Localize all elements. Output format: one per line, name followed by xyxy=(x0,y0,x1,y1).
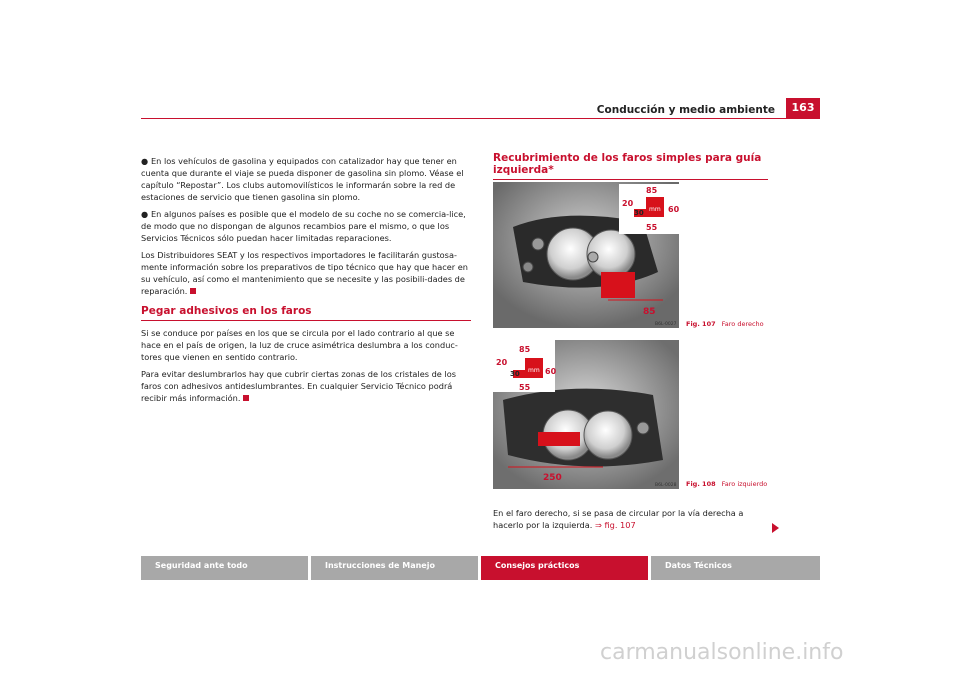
dim-offset: 250 xyxy=(543,473,562,483)
bullet-icon: ● xyxy=(141,209,149,219)
end-mark-icon xyxy=(243,395,249,401)
figure-link[interactable]: ⇒ fig. 107 xyxy=(595,520,636,530)
dim-unit: mm xyxy=(528,367,540,374)
dim-left: 20 xyxy=(496,358,508,367)
dim-top: 85 xyxy=(519,345,531,354)
dim-inner: 30 xyxy=(510,370,520,378)
left-column xyxy=(141,155,471,409)
footer-tab-datos[interactable]: Datos Técnicos xyxy=(651,556,820,580)
dim-right: 60 xyxy=(545,367,557,376)
figure-caption: Fig. 108 Faro izquierdo xyxy=(686,480,768,488)
bullet-item: ● En los vehículos de gasolina y equipados con catalizador hay que tener en cuenta que durante el viaje se pueda disponer de gasolina sin plomo. Véase el capítulo “Repostar”. Los clubs automovilísticos le informarán sobre la red de estaciones de servicio que tienen gasolina sin plomo. xyxy=(141,156,464,202)
dim-bottom: 55 xyxy=(646,223,658,232)
dim-unit: mm xyxy=(649,206,661,213)
watermark: carmanualsonline.info xyxy=(600,640,844,665)
dim-offset: 85 xyxy=(643,307,656,317)
paragraph: Si se conduce por países en los que se circula por el lado contrario al que se hace en el país de origen, la luz de cruce asimétrica deslumbra a los conduc-tores que vienen en sentido contrario. xyxy=(141,328,458,362)
dim-inner: 30 xyxy=(634,209,644,217)
dim-left: 20 xyxy=(622,199,634,208)
footer-tab-seguridad[interactable]: Seguridad ante todo xyxy=(141,556,308,580)
footer-tab-instrucciones[interactable]: Instrucciones de Manejo xyxy=(311,556,478,580)
page-number: 163 xyxy=(786,98,820,118)
dim-right: 60 xyxy=(668,205,679,214)
right-paragraph xyxy=(493,507,768,536)
end-mark-icon xyxy=(190,288,196,294)
dim-bottom: 55 xyxy=(519,383,531,392)
bullet-icon: ● xyxy=(141,156,149,166)
headlight-illustration xyxy=(493,182,679,328)
figure-107 xyxy=(493,182,679,328)
dim-top: 85 xyxy=(646,186,658,195)
paragraph: Los Distribuidores SEAT y los respectivos importadores le facilitarán gustosa-mente información sobre los preparativos de tipo técnico que hay que hacer en su vehículo, así como el mantenimiento que se necesite y las posibili-dades de reparación. xyxy=(141,250,468,296)
footer-tab-consejos[interactable]: Consejos prácticos xyxy=(481,556,648,580)
bullet-item: ● En algunos países es posible que el modelo de su coche no se comercia-lice, de modo que no dispongan de algunos recambios pare el mismo, o que los Servicios Técnicos sólo puedan hacer limitadas reparaciones. xyxy=(141,209,466,243)
next-page-arrow-icon[interactable] xyxy=(772,523,779,533)
paragraph: En el faro derecho, si se pasa de circular por la vía derecha a hacerlo por la izquierda. ⇒ fig. 107 xyxy=(493,508,744,530)
section-title: Pegar adhesivos en los faros xyxy=(141,305,471,321)
headlight-illustration xyxy=(493,340,679,489)
right-section-title-wrap xyxy=(493,152,768,186)
header-rule xyxy=(141,118,820,119)
figure-code: B6L-0027 xyxy=(655,322,677,327)
figure-108 xyxy=(493,340,679,489)
paragraph: Para evitar deslumbrarlos hay que cubrir ciertas zonas de los cristales de los faros con adhesivos antideslumbrantes. En cualquier Servicio Técnico podrá recibir más información. xyxy=(141,369,456,403)
header-title: Conducción y medio ambiente xyxy=(596,104,775,116)
figure-code: B6L-0028 xyxy=(655,483,677,488)
figure-caption: Fig. 107 Faro derecho xyxy=(686,320,764,328)
section-title: Recubrimiento de los faros simples para guía izquierda* xyxy=(493,152,768,180)
